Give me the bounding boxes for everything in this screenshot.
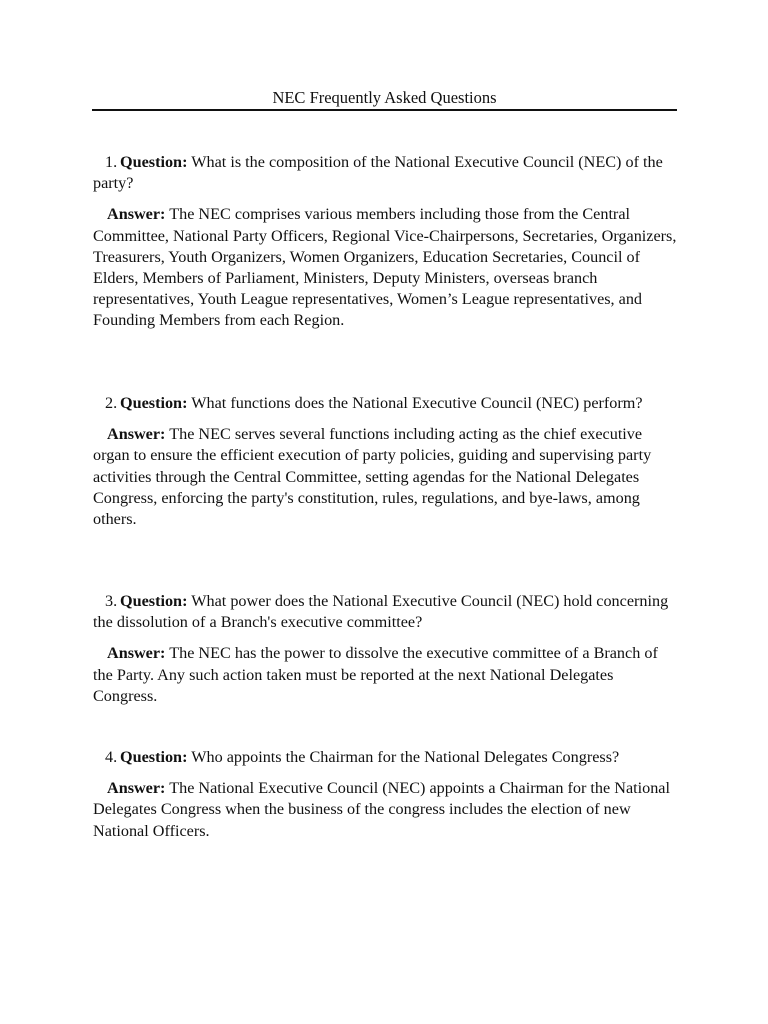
answer-label: Answer:: [107, 779, 166, 798]
faq-answer: [93, 643, 681, 707]
faq-item-1: [93, 152, 681, 332]
question-label: Question:: [120, 748, 188, 766]
faq-number: 1.: [105, 153, 118, 171]
question-text: What is the composition of the National Executive Council (NEC) of the party?: [93, 153, 663, 193]
faq-question: [93, 393, 681, 414]
faq-item-3: [93, 591, 681, 707]
faq-number: 4.: [105, 748, 118, 766]
question-text: What functions does the National Executive Council (NEC) perform?: [191, 394, 643, 412]
faq-number: 2.: [105, 394, 118, 412]
faq-answer: [93, 778, 681, 842]
answer-label: Answer:: [107, 425, 166, 444]
title-underline: [92, 109, 677, 111]
question-text: What power does the National Executive Council (NEC) hold concerning the dissolution of a Branch's executive committee?: [93, 592, 669, 632]
question-text: Who appoints the Chairman for the National Delegates Congress?: [191, 748, 620, 766]
answer-text: The NEC has the power to dissolve the executive committee of a Branch of the Party. Any such action taken must be reported at the next National Delegates Congress.: [93, 644, 658, 705]
faq-question: [93, 591, 681, 633]
answer-text: The NEC serves several functions including acting as the chief executive organ to ensure the efficient execution of party policies, guiding and supervising party activities through the Central Committee, setting agendas for the National Delegates Congress, enforcing the party's constitution, rules, regulations, and bye-laws, among others.: [93, 425, 652, 529]
answer-text: The National Executive Council (NEC) appoints a Chairman for the National Delegates Congress when the business of the congress includes the election of new National Officers.: [93, 779, 670, 840]
faq-question: [93, 152, 681, 194]
answer-label: Answer:: [107, 205, 166, 224]
question-label: Question:: [120, 394, 188, 412]
faq-number: 3.: [105, 592, 118, 610]
faq-answer: [93, 424, 681, 530]
document-title: NEC Frequently Asked Questions: [272, 88, 497, 107]
answer-label: Answer:: [107, 644, 166, 663]
faq-item-4: [93, 747, 681, 842]
faq-answer: [93, 204, 681, 331]
question-label: Question:: [120, 592, 188, 610]
answer-text: The NEC comprises various members including those from the Central Committee, National Party Officers, Regional Vice-Chairpersons, Secretaries, Organizers, Treasurers, Youth Organizers, Women Organizers, Education Secretaries, Council of Elders, Members of Parliament, Ministers, Deputy Ministers, overseas branch representatives, Youth League representatives, Women’s League representatives, and Founding Members from each Region.: [93, 205, 677, 330]
faq-item-2: [93, 393, 681, 530]
faq-question: [93, 747, 681, 768]
question-label: Question:: [120, 153, 188, 171]
